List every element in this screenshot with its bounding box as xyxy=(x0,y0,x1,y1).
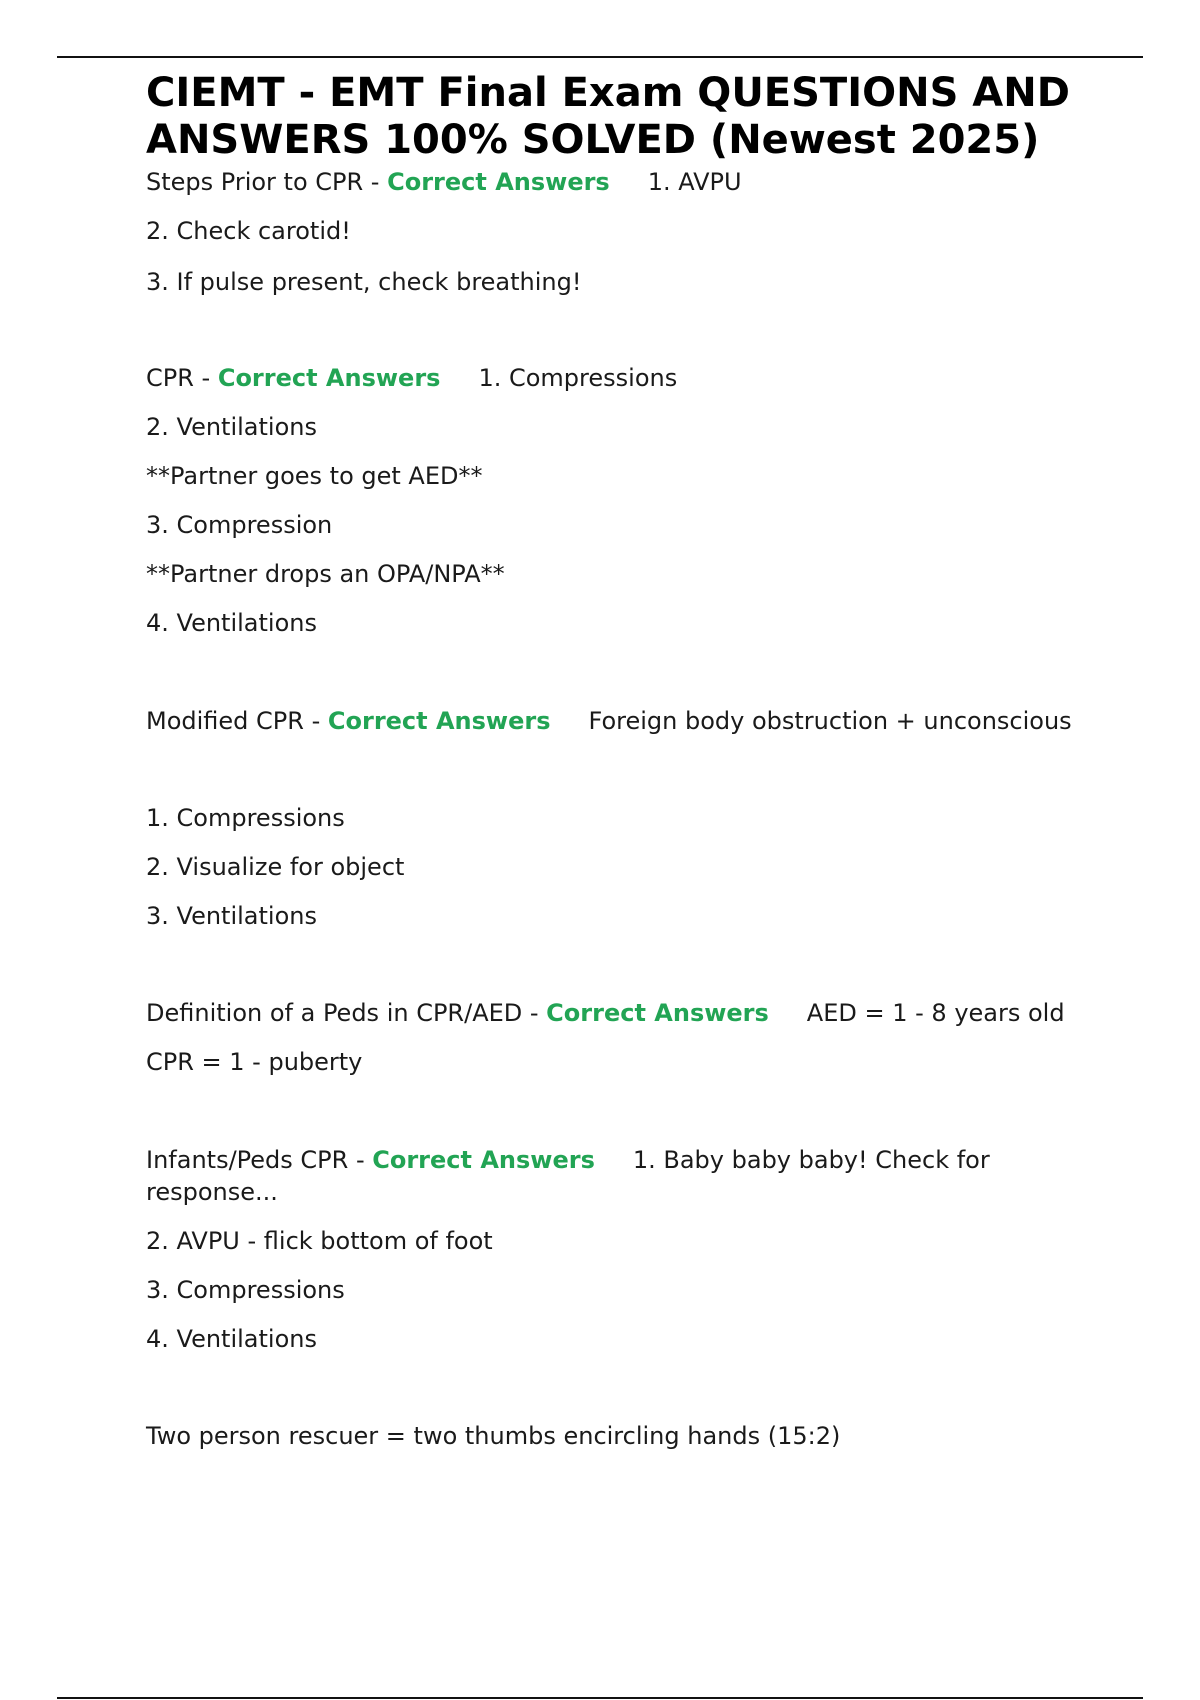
correct-answers-label: Correct Answers xyxy=(387,168,610,196)
answer-line: 4. Ventilations xyxy=(146,609,317,637)
answer-line: 3. Compressions xyxy=(146,1276,345,1304)
answer-line: 3. Ventilations xyxy=(146,902,317,930)
answer-line: 2. Ventilations xyxy=(146,413,317,441)
answer-text: 1. AVPU xyxy=(647,168,742,196)
document-body xyxy=(146,70,1096,1452)
answer-text: AED = 1 - 8 years old xyxy=(806,999,1065,1027)
correct-answers-label: Correct Answers xyxy=(327,707,551,735)
answer-line: **Partner goes to get AED** xyxy=(146,462,483,490)
answer-line: 4. Ventilations xyxy=(146,1325,317,1353)
answer-line: CPR = 1 - puberty xyxy=(146,1048,363,1076)
question-line xyxy=(146,705,1096,737)
bottom-rule xyxy=(57,1697,1143,1699)
question-text: Modified CPR - xyxy=(146,707,328,735)
question-text: Definition of a Peds in CPR/AED - xyxy=(146,999,547,1027)
question-line xyxy=(146,1144,1026,1208)
question-line xyxy=(146,997,1096,1029)
top-rule xyxy=(57,56,1143,58)
question-text: CPR - xyxy=(146,364,218,392)
correct-answers-label: Correct Answers xyxy=(372,1146,595,1174)
answer-text: Foreign body obstruction + unconscious xyxy=(588,707,1072,735)
correct-answers-label: Correct Answers xyxy=(546,999,769,1027)
answer-line: 3. If pulse present, check breathing! xyxy=(146,268,582,296)
correct-answers-label: Correct Answers xyxy=(217,364,441,392)
answer-line: 3. Compression xyxy=(146,511,333,539)
question-line xyxy=(146,362,1096,394)
question-text: Steps Prior to CPR - xyxy=(146,168,388,196)
answer-text: 1. Baby baby baby! Check for response... xyxy=(146,1146,998,1206)
document-title: CIEMT - EMT Final Exam QUESTIONS AND ANSWERS 100% SOLVED (Newest 2025) xyxy=(146,70,1070,163)
question-text: Infants/Peds CPR - xyxy=(146,1146,373,1174)
answer-text: 1. Compressions xyxy=(478,364,678,392)
answer-line: Two person rescuer = two thumbs encircling hands (15:2) xyxy=(146,1422,841,1450)
answer-line: 2. Check carotid! xyxy=(146,217,351,245)
answer-line: **Partner drops an OPA/NPA** xyxy=(146,560,505,588)
answer-line: 1. Compressions xyxy=(146,804,345,832)
answer-line: 2. Visualize for object xyxy=(146,853,405,881)
answer-line: 2. AVPU - flick bottom of foot xyxy=(146,1227,493,1255)
question-line xyxy=(146,166,1096,198)
